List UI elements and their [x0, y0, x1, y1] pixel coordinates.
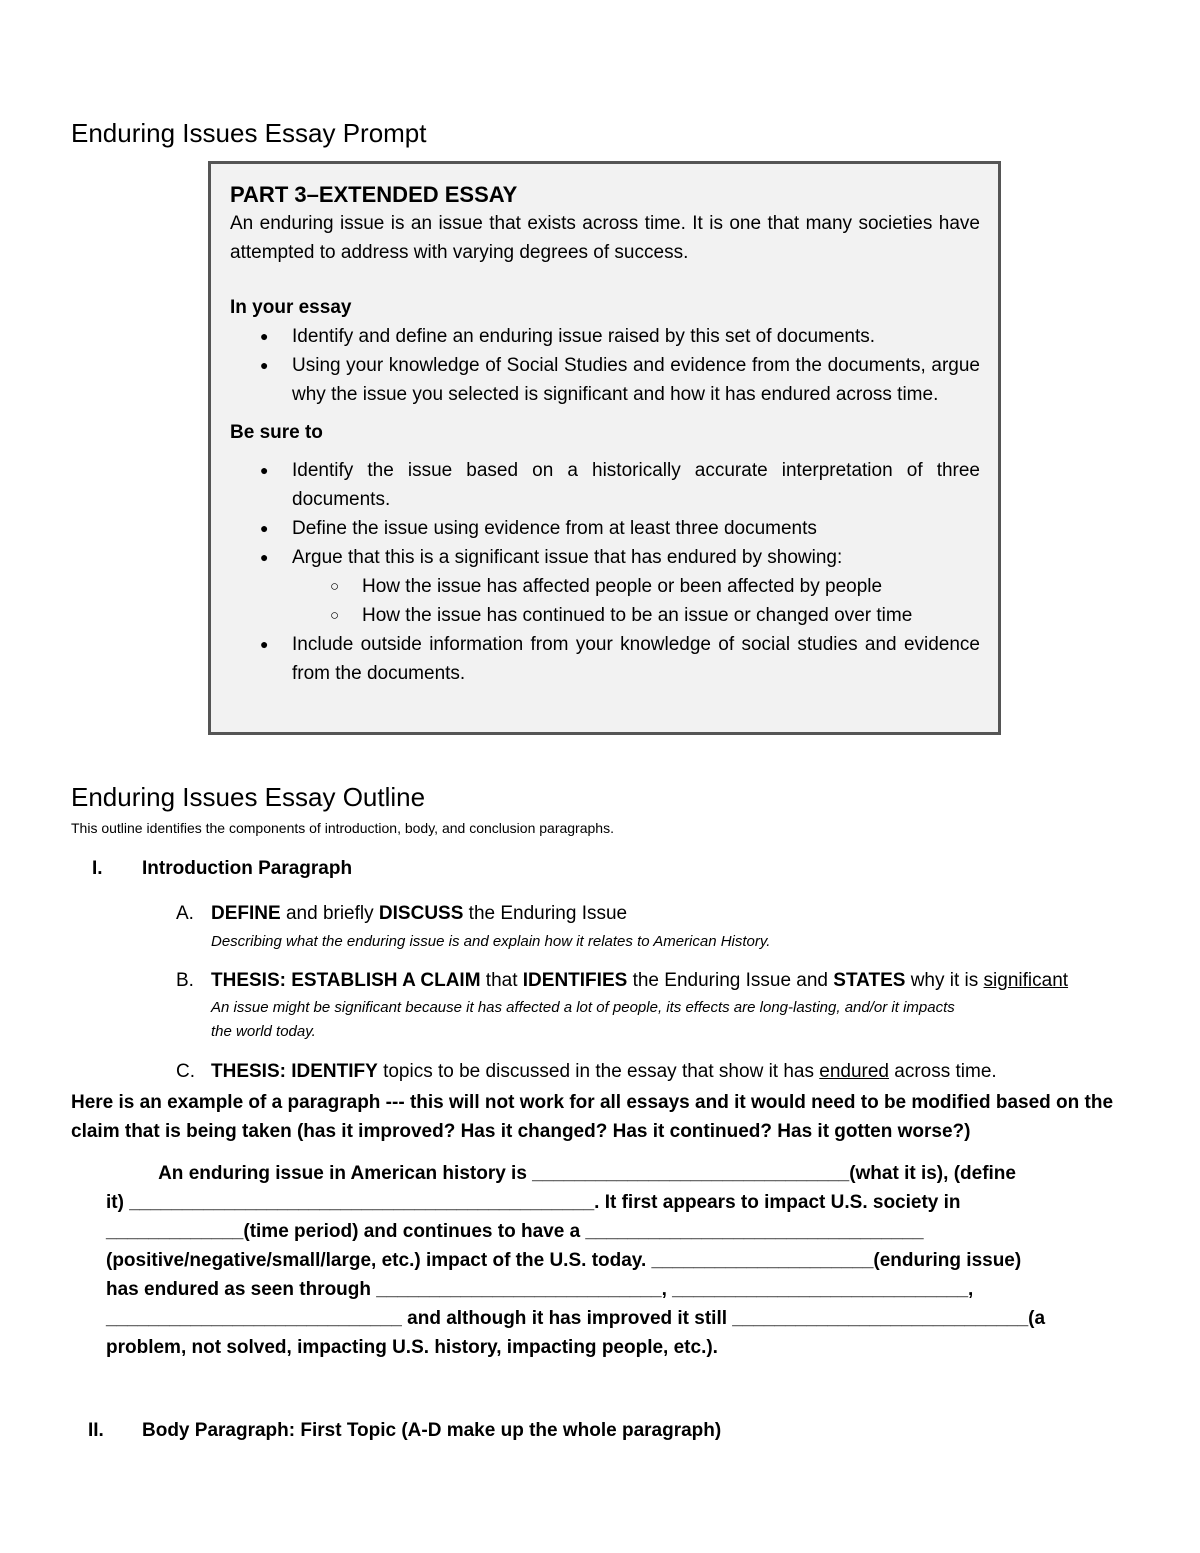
bullet-icon: ●	[260, 328, 269, 344]
bullet-icon: ●	[260, 462, 269, 478]
bullet-icon: ●	[260, 549, 269, 565]
sub-list-item: ○ How the issue has affected people or been affected by people	[292, 572, 980, 601]
example-line: problem, not solved, impacting U.S. history, impacting people, etc.).	[106, 1337, 718, 1358]
outline-subtitle: This outline identifies the components of introduction, body, and conclusion paragraphs.	[71, 820, 614, 836]
list-item: ● Identify the issue based on a historically accurate interpretation of three documents.	[230, 456, 980, 514]
essay-prompt-box	[208, 161, 1001, 735]
item-a-note: Describing what the enduring issue is and explain how it relates to American History.	[211, 933, 771, 950]
item-letter: B.	[176, 970, 194, 991]
bullet-icon: ●	[260, 357, 269, 373]
item-text: THESIS: ESTABLISH A CLAIM that IDENTIFIES the Enduring Issue and STATES why it is significant	[211, 970, 1069, 991]
box-intro: An enduring issue is an issue that exists across time. It is one that many societies have attempted to address with varying degrees of success.	[230, 213, 980, 263]
section-title: Body Paragraph: First Topic (A-D make up the whole paragraph)	[142, 1420, 722, 1441]
item-letter: C.	[176, 1061, 195, 1082]
be-sure-list	[230, 456, 980, 688]
be-sure-label: Be sure to	[230, 422, 323, 443]
list-item: ● Identify and define an enduring issue raised by this set of documents.	[230, 322, 980, 351]
item-b-note-2: the world today.	[211, 1023, 316, 1040]
sub-list-item: ○ How the issue has continued to be an issue or changed over time	[292, 601, 980, 630]
list-item: ● Argue that this is a significant issue that has endured by showing: ○ How the issue has affected people or been affected by people ○ How the issue has continued to be an issue or changed over time	[230, 543, 980, 630]
example-line: (positive/negative/small/large, etc.) impact of the U.S. today. _____________________(enduring issue)	[106, 1250, 1022, 1271]
item-letter: A.	[176, 903, 194, 924]
list-item: ● Using your knowledge of Social Studies and evidence from the documents, argue why the issue you selected is significant and how it has endured across time.	[230, 351, 980, 409]
item-b-note-1: An issue might be significant because it has affected a lot of people, its effects are long-lasting, and/or it impacts	[211, 999, 955, 1016]
in-your-essay-list	[230, 322, 980, 409]
box-heading: PART 3–EXTENDED ESSAY	[230, 182, 518, 207]
example-line: _____________(time period) and continues to have a ________________________________	[106, 1221, 924, 1242]
prompt-title: Enduring Issues Essay Prompt	[71, 118, 427, 148]
item-text: DEFINE and briefly DISCUSS the Enduring Issue	[211, 903, 628, 924]
example-line: An enduring issue in American history is ______________________________(what it is), (define	[106, 1163, 1016, 1184]
section-title: Introduction Paragraph	[142, 858, 353, 879]
bullet-icon: ●	[260, 636, 269, 652]
example-line: has endured as seen through ___________________________, ____________________________,	[106, 1279, 974, 1300]
list-item: ● Define the issue using evidence from at least three documents	[230, 514, 980, 543]
example-line: ____________________________ and although it has improved it still ____________________________(a	[106, 1308, 1046, 1329]
list-item: ● Include outside information from your knowledge of social studies and evidence from the documents.	[230, 630, 980, 688]
circle-bullet-icon: ○	[330, 607, 340, 624]
section-numeral: II.	[88, 1420, 104, 1441]
circle-bullet-icon: ○	[330, 578, 340, 595]
section-numeral: I.	[92, 858, 103, 879]
sub-list	[292, 572, 980, 630]
example-note: Here is an example of a paragraph --- this will not work for all essays and it would need to be modified based on the claim that is being taken (has it improved? Has it changed? Has it continued? Has it gotten worse?)	[71, 1092, 1114, 1142]
in-your-essay-label: In your essay	[230, 297, 352, 318]
outline-title: Enduring Issues Essay Outline	[71, 782, 426, 812]
example-line: it) ____________________________________________. It first appears to impact U.S. society in	[106, 1192, 961, 1213]
item-text: THESIS: IDENTIFY topics to be discussed in the essay that show it has endured across time.	[211, 1061, 997, 1082]
example-paragraph	[106, 1159, 1126, 1362]
bullet-icon: ●	[260, 520, 269, 536]
